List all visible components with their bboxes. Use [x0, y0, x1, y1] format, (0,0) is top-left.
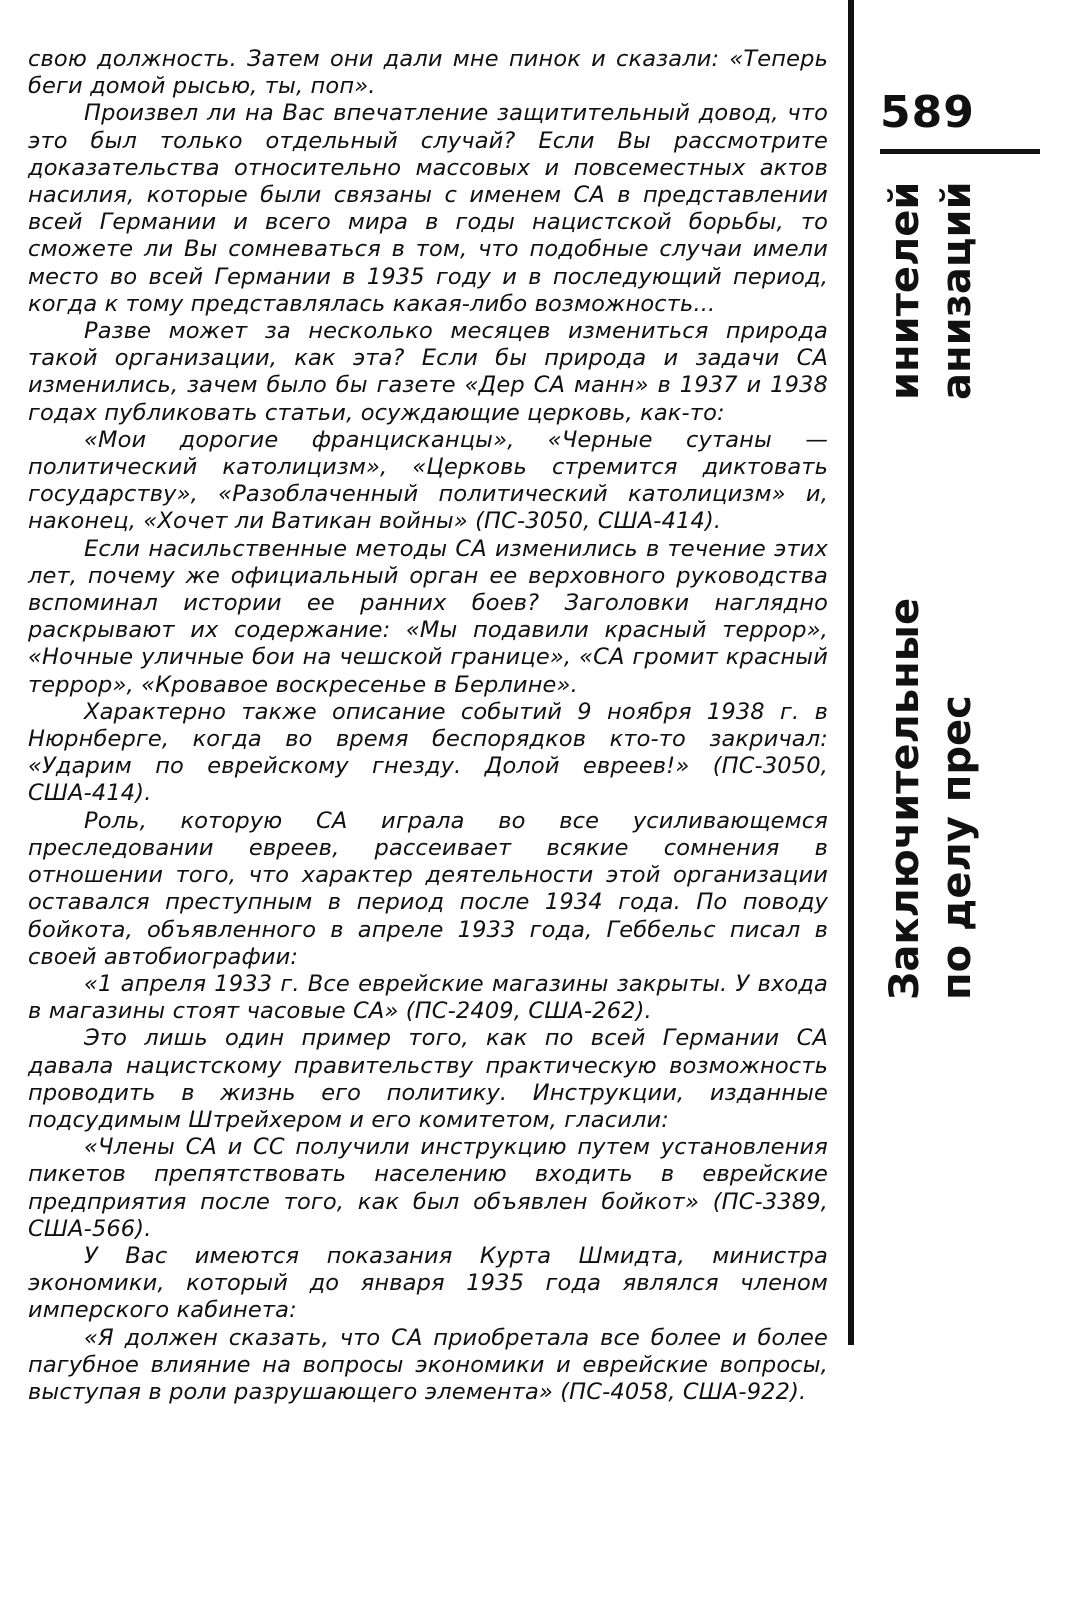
running-header-top-line-1: инителей — [882, 181, 928, 400]
quote-goebbels: «1 апреля 1933 г. Все еврейские магазины закрыты. У входа в магазины стоят часовые СА» (ПС-2409, США-262). — [28, 970, 828, 1025]
quote-headlines: «Мои дорогие францисканцы», «Черные сутаны — политический католицизм», «Церковь стремится диктовать государству», «Разоблаченный политический католицизм» и, наконец, «Хочет ли Ватикан войны» (ПС-3050, США-414). — [28, 426, 828, 535]
horizontal-rule — [880, 149, 1040, 154]
paragraph-6: Характерно также описание событий 9 ноября 1938 г. в Нюрнберге, когда во время беспорядков кто-то закричал: «Ударим по еврейскому гнезду. Долой евреев!» (ПС-3050, США-414). — [28, 698, 828, 807]
running-header-top-line-2: анизаций — [934, 181, 980, 400]
paragraph-2: Произвел ли на Вас впечатление защитительный довод, что это был только отдельный случай? Если Вы рассмотрите доказательства относительно массовых и повсеместных актов насилия, которые были связаны с именем СА в представлении всей Германии и всего мира в годы нацистской борьбы, то сможете ли Вы сомневаться в том, что подобные случаи имели место во всей Германии в 1935 году и в последующий период, когда к тому представлялась какая-либо возможность... — [28, 100, 828, 317]
quote-schmidt: «Я должен сказать, что СА приобретала все более и более пагубное влияние на вопросы экономики и еврейские вопросы, выступая в роли разрушающего элемента» (ПС-4058, США-922). — [28, 1324, 828, 1405]
paragraph-5: Если насильственные методы СА изменились в течение этих лет, почему же официальный орган ее верховного руководства вспоминал истории ее ранних боев? Заголовки наглядно раскрывают их содержание: «Мы подавили красный террор», «Ночные уличные бои на чешской границе», «СА громит красный террор», «Кровавое воскресенье в Берлине». — [28, 535, 828, 698]
paragraph-3: Разве может за несколько месяцев измениться природа такой организации, как эта? Если бы природа и задачи СА изменились, зачем было бы газете «Дер СА манн» в 1937 и 1938 годах публиковать статьи, осуждающие церковь, как-то: — [28, 318, 828, 426]
vertical-rule — [848, 0, 854, 1345]
page-number: 589 — [880, 87, 975, 138]
body-text — [28, 46, 828, 1406]
quote-instructions: «Члены СА и СС получили инструкцию путем установления пикетов препятствовать населению входить в еврейские предприятия после того, как был объявлен бойкот» (ПС-3389, США-566). — [28, 1134, 828, 1242]
paragraph-9: Это лишь один пример того, как по всей Германии СА давала нацистскому правительству практическую возможность проводить в жизнь его политику. Инструкции, изданные подсудимым Штрейхером и его комитетом, гласили: — [28, 1025, 828, 1133]
paragraph-7: Роль, которую СА играла во все усиливающемся преследовании евреев, рассеивает всякие сомнения в отношении того, что характер деятельности этой организации оставался преступным в период после 1934 года. По поводу бойкота, объявленного в апреле 1933 года, Геббельс писал в своей автобиографии: — [28, 807, 828, 970]
running-header-bottom-line-1: Заключительные — [882, 597, 928, 1000]
paragraph-11: У Вас имеются показания Курта Шмидта, министра экономики, который до января 1935 года являлся членом имперского кабинета: — [28, 1242, 828, 1324]
paragraph-1: свою должность. Затем они дали мне пинок и сказали: «Теперь беги домой рысью, ты, поп». — [28, 46, 828, 100]
running-header-bottom-line-2: по делу прес — [934, 695, 980, 1000]
